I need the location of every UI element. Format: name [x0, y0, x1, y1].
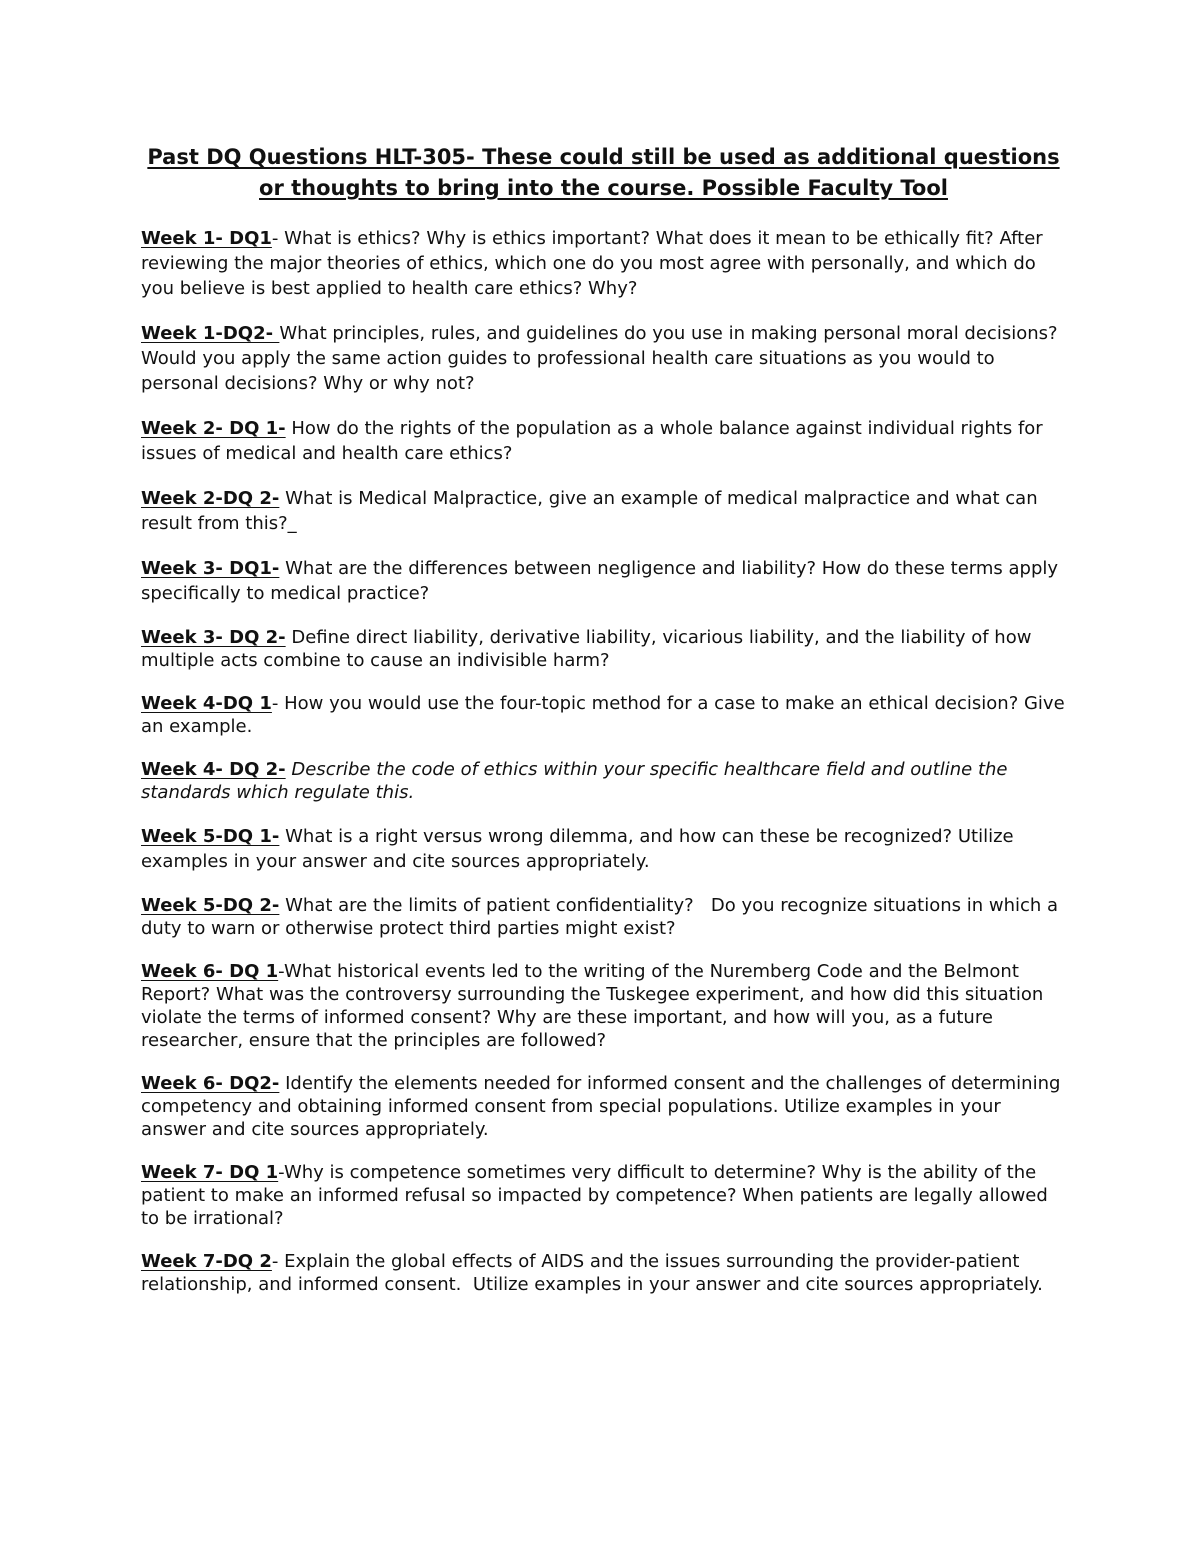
dq-label: Week 4- DQ 2-	[141, 759, 286, 780]
dq-week6-dq1	[141, 960, 1066, 1052]
dq-week5-dq2	[141, 894, 1066, 940]
dq-text: What historical events led to the writing of the Nuremberg Code and the Belmont Report? What was the controversy surrounding the Tuskegee experiment, and how did this situation violate the terms of informed consent? Why are these important, and how will you, as a future researcher, ensure that the principles are followed?	[141, 961, 1044, 1051]
dq-label: Week 3- DQ 2-	[141, 627, 286, 648]
document-page	[141, 142, 1066, 1316]
dq-label: Week 7-DQ 2	[141, 1251, 272, 1272]
dq-week3-dq2	[141, 626, 1066, 672]
dq-text: What is a right versus wrong dilemma, and how can these be recognized? Utilize examples in your answer and cite sources appropriately.	[141, 826, 1014, 872]
dq-text: Describe the code of ethics within your specific healthcare field and outline the standards which regulate this.	[141, 759, 1008, 803]
dq-label: Week 3- DQ1-	[141, 558, 280, 579]
dq-separator: -	[278, 1162, 284, 1183]
dq-label: Week 2-DQ 2-	[141, 488, 280, 509]
dq-week3-dq1	[141, 556, 1066, 606]
dq-separator: -	[271, 693, 285, 714]
dq-label: Week 5-DQ 1-	[141, 826, 280, 847]
dq-text: Define direct liability, derivative liability, vicarious liability, and the liability of how multiple acts combine to cause an indivisible harm?	[141, 627, 1032, 671]
dq-text: Explain the global effects of AIDS and the issues surrounding the provider-patient relationship, and informed consent. Utilize examples in your answer and cite sources appropriately.	[141, 1251, 1043, 1295]
dq-week5-dq1	[141, 824, 1066, 874]
dq-separator: -	[271, 228, 285, 249]
dq-text: How do the rights of the population as a whole balance against individual rights for issues of medical and health care ethics?	[141, 418, 1043, 464]
dq-text: How you would use the four-topic method for a case to make an ethical decision? Give an example.	[141, 693, 1065, 737]
dq-text: What are the differences between negligence and liability? How do these terms apply specifically to medical practice?	[141, 558, 1059, 604]
dq-week7-dq2	[141, 1250, 1066, 1296]
dq-week2-dq2	[141, 486, 1066, 536]
dq-label: Week 1- DQ1	[141, 228, 272, 249]
dq-separator: -	[271, 1251, 285, 1272]
dq-separator: -	[278, 961, 284, 982]
dq-label: Week 4-DQ 1	[141, 693, 272, 714]
dq-text: What are the limits of patient confidentiality? Do you recognize situations in which a duty to warn or otherwise protect third parties might exist?	[141, 895, 1064, 939]
dq-text: What is ethics? Why is ethics important? What does it mean to be ethically fit? After reviewing the major theories of ethics, which one do you most agree with personally, and which do you believe is best applied to health care ethics? Why?	[141, 228, 1043, 299]
dq-week2-dq1	[141, 416, 1066, 466]
dq-week6-dq2	[141, 1072, 1066, 1141]
dq-week7-dq1	[141, 1161, 1066, 1230]
dq-label: Week 1-DQ2-	[141, 323, 280, 344]
dq-week1-dq2	[141, 321, 1066, 396]
dq-week1-dq1	[141, 226, 1066, 301]
dq-label: Week 5-DQ 2-	[141, 895, 280, 916]
dq-text: What principles, rules, and guidelines do you use in making personal moral decisions? Would you apply the same action guides to professional health care situations as you would to personal decisions? Why or why not?	[141, 323, 1058, 394]
dq-label: Week 7- DQ 1	[141, 1162, 279, 1183]
document-title: Past DQ Questions HLT-305- These could still be used as additional questions or thoughts to bring into the course. Possible Faculty Tool	[147, 145, 1060, 200]
dq-label: Week 2- DQ 1-	[141, 418, 286, 439]
dq-label: Week 6- DQ 1	[141, 961, 279, 982]
dq-week4-dq1	[141, 692, 1066, 738]
dq-text: What is Medical Malpractice, give an example of medical malpractice and what can result from this?_	[141, 488, 1038, 534]
dq-text: Identify the elements needed for informed consent and the challenges of determining competency and obtaining informed consent from special populations. Utilize examples in your answer and cite sources appropriately.	[141, 1073, 1061, 1140]
dq-week4-dq2	[141, 758, 1066, 804]
dq-text: Why is competence sometimes very difficult to determine? Why is the ability of the patient to make an informed refusal so impacted by competence? When patients are legally allowed to be irrational?	[141, 1162, 1048, 1229]
dq-label: Week 6- DQ2-	[141, 1073, 280, 1094]
